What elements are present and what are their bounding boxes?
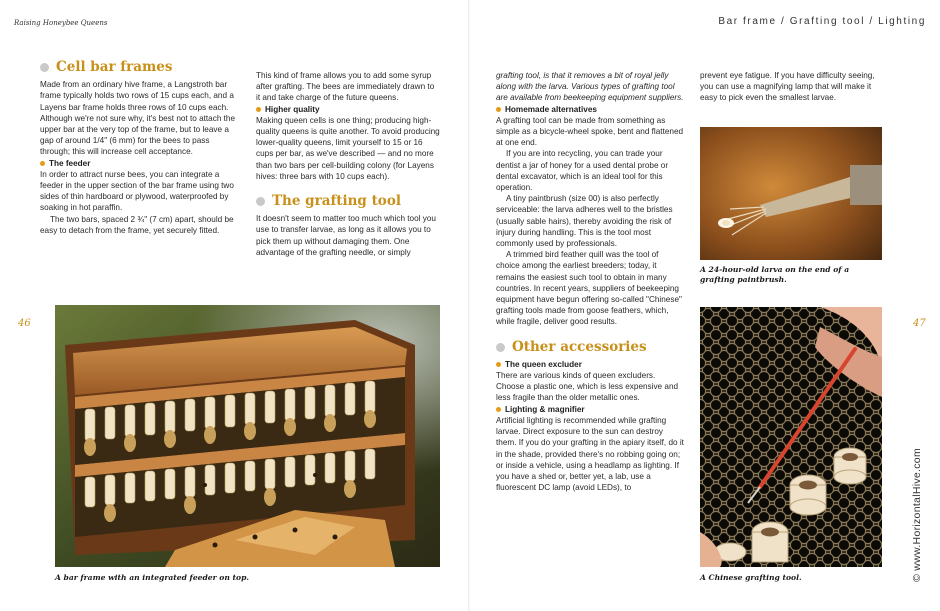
paragraph: Making queen cells is one thing; producing high-quality queens is quite another. To avoid producing lower-quality queens, limit yourself to 15 or 16 cups per bar, as we've described — and no more than two bars per cell-building colony (for Layens hives: three bars with 10 cups each). <box>256 115 440 181</box>
heading-bullet-icon <box>40 63 49 72</box>
heading-bullet-icon <box>496 343 505 352</box>
subheading-higher-quality: Higher quality <box>256 104 440 115</box>
subheading-bullet-icon <box>496 407 501 412</box>
subheading-bullet-icon <box>496 107 501 112</box>
subheading-bullet-icon <box>496 362 501 367</box>
right-page <box>470 0 940 611</box>
section-heading-other-accessories: Other accessories <box>496 342 684 353</box>
paragraph: A grafting tool can be made from something as simple as a bicycle-wheel spoke, bent and flattened at one end. <box>496 115 684 148</box>
paragraph: prevent eye fatigue. If you have difficulty seeing, you can use a magnifying lamp that will make it easy to pick even the smallest larvae. <box>700 71 875 103</box>
left-column-1 <box>40 59 240 236</box>
section-heading-grafting-tool: The grafting tool <box>256 196 440 207</box>
paragraph: The two bars, spaced 2 ¾" (7 cm) apart, should be easy to detach from the frame, yet securely fitted. <box>40 214 234 235</box>
subheading-bullet-icon <box>40 161 45 166</box>
page-number-left: 46 <box>18 318 31 329</box>
paragraph: There are various kinds of queen excluders. Choose a plastic one, which is less expensive and less fragile than the older metallic ones. <box>496 371 679 403</box>
photo-caption-chinese-tool: A Chinese grafting tool. <box>700 573 802 582</box>
running-header-left: Raising Honeybee Queens <box>14 19 108 27</box>
subheading-lighting-magnifier: Lighting & magnifier <box>496 404 684 415</box>
subheading-homemade-alternatives: Homemade alternatives <box>496 104 684 115</box>
paragraph: It doesn't seem to matter too much which tool you use to transfer larvae, as long as it allows you to pick them up without damaging them. One advantage of the grafting needle, or simply <box>256 214 436 257</box>
right-column-2 <box>700 70 885 104</box>
copyright-watermark: © www.HorizontalHive.com <box>911 448 923 582</box>
larva-paintbrush-photo <box>700 127 882 260</box>
paragraph: Made from an ordinary hive frame, a Langstroth bar frame typically holds two rows of 15 cups each, and a Layens bar frame holds three rows of 10 cups each. Although we're not sure why, it's best not to attach the upper bar at the very top of the frame, but to leave a gap of around 1/4" (6 mm) for the bees to pass through; this will increase cell acceptance. <box>40 80 236 157</box>
left-column-2 <box>256 70 440 258</box>
paragraph: This kind of frame allows you to add some syrup after grafting. The bees are immediately drawn to it and take charge of the future queens. <box>256 71 435 103</box>
paragraph: A trimmed bird feather quill was the tool of choice among the earliest breeders; today, it remains the easiest such tool to obtain in many countries. In recent years, suppliers of beekeeping equipment have begun offering so-called "Chinese" grafting tools made from goose feathers, which, while fragile, deliver good results. <box>496 250 682 327</box>
chinese-grafting-tool-photo <box>700 307 882 567</box>
subheading-queen-excluder: The queen excluder <box>496 359 684 370</box>
paragraph: grafting tool, is that it removes a bit of royal jelly along with the larva. Various types of grafting tool are available from beekeeping equipment suppliers. <box>496 71 684 103</box>
section-heading-cell-bar-frames: Cell bar frames <box>40 62 240 73</box>
photo-caption-bar-frame: A bar frame with an integrated feeder on top. <box>55 573 250 582</box>
paragraph: If you are into recycling, you can trade your dentist a jar of honey for a used dental probe or dental excavator, which is an ideal tool for this operation. <box>496 149 669 193</box>
running-header-right: Bar frame / Grafting tool / Lighting <box>718 16 926 27</box>
page-number-right: 47 <box>913 318 926 329</box>
paragraph: A tiny paintbrush (size 00) is also perfectly serviceable: the larva adheres well to the bristles (usually sable hairs), thereby avoiding the risk of injury during handling. This is the tool most commonly used by professionals. <box>496 194 673 249</box>
subheading-feeder: The feeder <box>40 158 240 169</box>
photo-caption-larva: A 24-hour-old larva on the end of a grafting paintbrush. <box>700 265 850 284</box>
right-column-1 <box>496 70 684 493</box>
paragraph: Artificial lighting is recommended while grafting larvae. Direct exposure to the sun can destroy them. If you do your grafting in the apiary itself, do it in the shade, provided there's no robbing going on; or inside a vehicle, using a headlamp as lighting. If you have a shed or, better yet, a lab, use a fluorescent DC lamp (avoid LEDs), to <box>496 415 684 493</box>
paragraph: In order to attract nurse bees, you can integrate a feeder in the upper section of the bar frame using two sides of thin hardboard or plywood, waterproofed by soaking in hot paraffin. <box>40 169 234 213</box>
subheading-bullet-icon <box>256 107 261 112</box>
bar-frame-photo <box>55 305 440 567</box>
heading-bullet-icon <box>256 197 265 206</box>
